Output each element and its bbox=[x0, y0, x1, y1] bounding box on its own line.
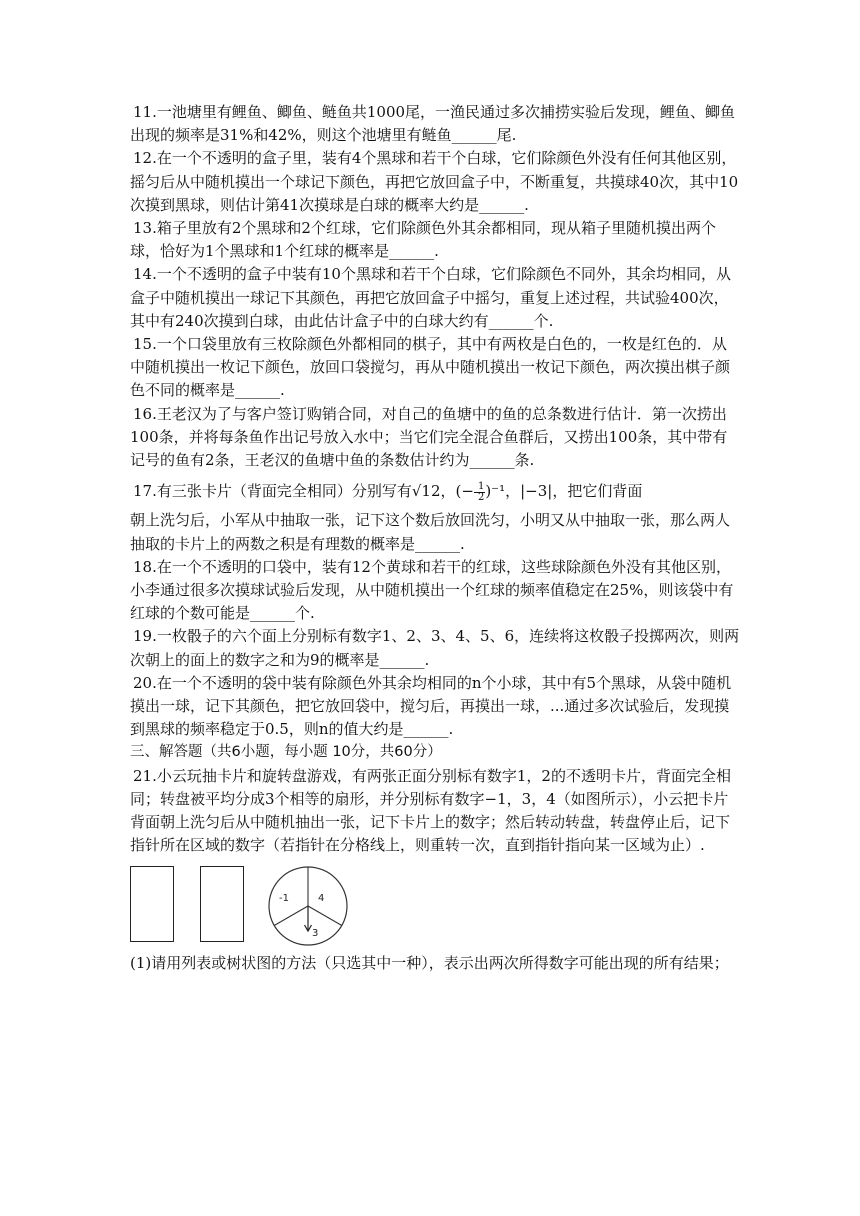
question-20: 20.在一个不透明的袋中装有除颜色外其余均相同的n个小球，其中有5个黑球，从袋中随机摸出一球，记下其颜色，把它放回袋中，搅匀后，再摸出一球，...通过多次试验后，发现摸到黑球的频率稳定于0.5，则n的值大约是______. bbox=[130, 673, 732, 739]
question-18: 18.在一个不透明的口袋中，装有12个黄球和若干的红球，这些球除颜色外没有其他区别，小李通过很多次摸球试验后发现，从中随机摸出一个红球的频率值稳定在25%，则该袋中有红球的个数可能是______个. bbox=[130, 557, 734, 623]
card-1 bbox=[130, 866, 174, 942]
question-14: 14.一个不透明的盒子中装有10个黑球和若干个白球，它们除颜色不同外，其余均相同，从盒子中随机摸出一球记下其颜色，再把它放回盒子中摇匀，重复上述过程，共试验400次，其中有240次摸到白球，由此估计盒子中的白球大约有______个. bbox=[130, 265, 731, 330]
question-21-figures bbox=[130, 866, 740, 952]
spinner-label-bottom: 3 bbox=[312, 927, 319, 939]
question-content bbox=[130, 101, 740, 975]
spinner-diagram bbox=[266, 864, 350, 948]
question-19: 19.一枚骰子的六个面上分别标有数字1、2、3、4、5、6，连续将这枚骰子投掷两次，则两次朝上的面上的数字之和为9的概率是______. bbox=[130, 627, 740, 669]
fraction-numerator: 1 bbox=[474, 482, 485, 493]
question-21-part-1: (1)请用列表或树状图的方法（只选其中一种），表示出两次所得数字可能出现的所有结果； bbox=[130, 953, 729, 972]
fraction-expression bbox=[474, 482, 485, 503]
sqrt-expression: √12 bbox=[411, 482, 441, 501]
question-16: 16.王老汉为了与客户签订购销合同，对自己的鱼塘中的鱼的总条数进行估计．第一次捞出100条，并将每条鱼作出记号放入水中；当它们完全混合鱼群后，又捞出100条，其中带有记号的鱼有2条，王老汉的鱼塘中鱼的条数估计约为______条. bbox=[130, 404, 728, 470]
fraction-denominator: 2 bbox=[477, 491, 485, 503]
question-12: 12.在一个不透明的盒子里，装有4个黑球和若干个白球，它们除颜色外没有任何其他区别，摇匀后从中随机摸出一个球记下颜色，再把它放回盒子中，不断重复，共摸球40次，其中10次摸到黑球，则估计第41次摸球是白球的概率大约是______. bbox=[130, 149, 739, 214]
question-13: 13.箱子里放有2个黑球和2个红球，它们除颜色外其余都相同，现从箱子里随机摸出两个球，恰好为1个黑球和1个红球的概率是______. bbox=[130, 219, 716, 261]
spinner-label-right: 4 bbox=[318, 892, 325, 904]
card-2 bbox=[200, 866, 244, 942]
question-11: 11.一池塘里有鲤鱼、鲫鱼、鲢鱼共1000尾，一渔民通过多次捕捞实验后发现，鲤鱼、鲫鱼出现的频率是31%和42%，则这个池塘里有鲢鱼______尾. bbox=[130, 103, 736, 145]
spinner-divider-left bbox=[274, 906, 308, 926]
question-17-text-c: )⁻¹，|−3|，把它们背面 bbox=[485, 482, 643, 501]
section-header: 三、解答题（共6小题，每小题 10分，共60分） bbox=[130, 744, 442, 761]
question-17-text-a: 17.有三张卡片（背面完全相同）分别写有 bbox=[133, 482, 412, 501]
question-17-text-b: ，(− bbox=[440, 482, 474, 501]
question-21: 21.小云玩抽卡片和旋转盘游戏，有两张正面分别标有数字1，2的不透明卡片，背面完全相同；转盘被平均分成3个相等的扇形，并分别标有数字−1，3，4（如图所示），小云把卡片背面朝上洗匀后从中随机抽出一张，记下卡片上的数字；然后转动转盘，转盘停止后，记下指针所在区域的数字（若指针在分格线上，则重转一次，直到指针指向某一区域为止）. bbox=[130, 766, 731, 855]
question-17-continued: 朝上洗匀后，小军从中抽取一张，记下这个数后放回洗匀，小明又从中抽取一张，那么两人抽取的卡片上的两数之积是有理数的概率是______. bbox=[130, 511, 731, 553]
spinner-divider-right bbox=[308, 906, 342, 926]
spinner-label-left: -1 bbox=[279, 892, 289, 904]
question-15: 15.一个口袋里放有三枚除颜色外都相同的棋子，其中有两枚是白色的，一枚是红色的．从中随机摸出一枚记下颜色，放回口袋搅匀，再从中随机摸出一枚记下颜色，两次摸出棋子颜色不同的概率是______. bbox=[130, 335, 731, 400]
question-17 bbox=[130, 480, 740, 503]
